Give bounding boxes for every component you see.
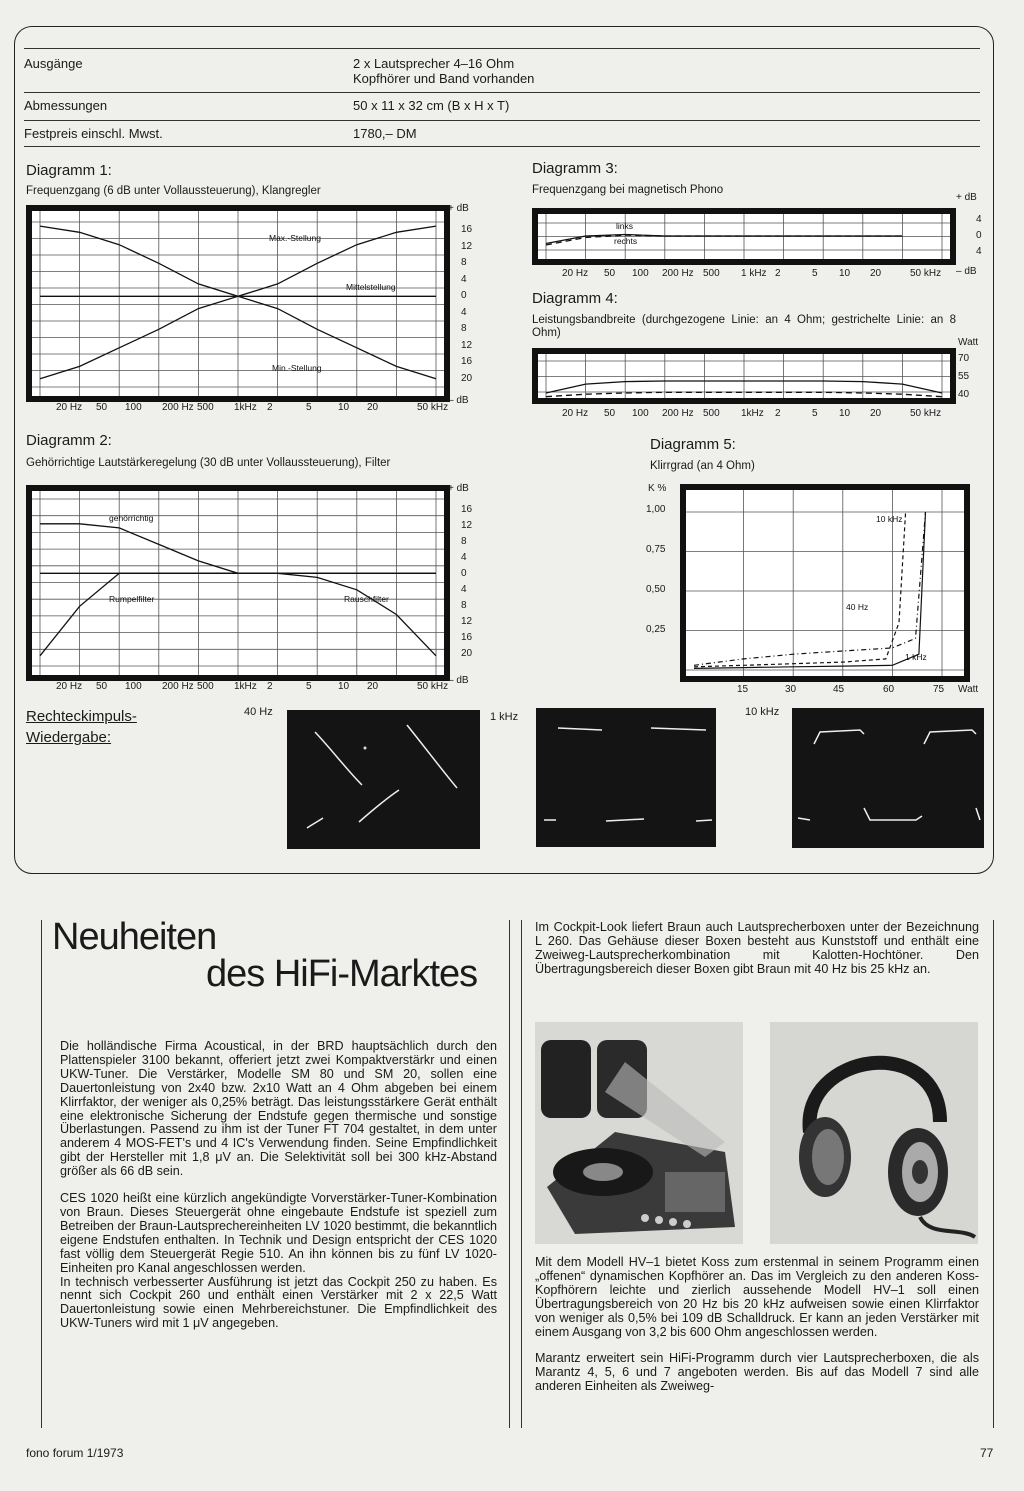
curve-label: Rauschfilter	[344, 594, 389, 604]
diagram2-chart	[26, 485, 450, 681]
x-tick-label: 50	[604, 268, 616, 279]
curve-label: Min.-Stellung	[272, 363, 322, 373]
y-tick-label: 12	[461, 339, 473, 351]
x-tick-label: 2	[775, 408, 781, 419]
scope-10khz	[792, 708, 984, 848]
curve-label: 10 kHz	[876, 514, 903, 524]
y-axis-unit: Watt	[958, 337, 979, 348]
footer-magazine: fono forum 1/1973	[26, 1446, 124, 1460]
diagram2-title: Diagramm 2:	[26, 432, 112, 449]
spec-label: Ausgänge	[24, 56, 83, 71]
x-tick-label: 500	[703, 408, 720, 419]
y-tick-label: 70	[958, 353, 970, 364]
x-tick-label: 75	[933, 684, 945, 695]
y-axis-unit: + dB	[956, 192, 977, 203]
paragraph: Mit dem Modell HV–1 bietet Koss zum erstenmal in seinem Programm einen „offenen“ dynamischen Kopfhörer an. Das im Vergleich zu den anderen Koss-Kopfhörern leichte und zierlich aussehende Modell HV–1 soll einen Übertragungsbereich von 20 Hz bis 20 kHz aufweisen sowie einen Klirrfaktor von weniger als 0,5% bei 109 dB Schalldruck. Er kann an jeden Verstärker mit einem Ausgang von 3,2 bis 600 Ohm angeschlossen werden.	[535, 1255, 979, 1339]
curve-label: rechts	[614, 236, 638, 246]
x-tick-label: 1kHz	[741, 408, 764, 419]
spec-value: 50 x 11 x 32 cm (B x H x T)	[353, 98, 510, 113]
y-tick-label: 8	[461, 257, 467, 268]
y-tick-label: 16	[461, 356, 473, 367]
curve-label: Max.-Stellung	[269, 233, 321, 243]
diagram2-subtitle: Gehörrichtige Lautstärkeregelung (30 dB unter Vollaussteuerung), Filter	[26, 457, 391, 469]
y-tick-label: 0	[461, 568, 467, 579]
y-tick-label: 0,25	[646, 624, 666, 635]
paragraph: Die holländische Firma Acoustical, in der BRD hauptsächlich durch den Plattenspieler 3100 bekannt, offeriert jetzt zwei Kompaktverstärkr und einen UKW-Tuner. Die Verstärker, Modelle SM 80 und SM 20, sollen eine Dauertonleistung von 2x40 bzw. 2x10 Watt an 4 Ohm abgeben bei einem Klirrfaktor, der weniger als 0,25% beträgt. Das leistungsstärkere Gerät enthält eine elektronische Sicherung der Endstufe gegen thermische und sonstige Überlastungen. Passend zu ihm ist der Tuner FT 704 gestaltet, in dem unter anderem 4 MOS-FET's und 4 IC's Verwendung finden. Seine Empfindlichkeit gibt der Hersteller mit 1,8 μV an. Die Selektivität soll bei 300 kHz-Abstand größer als 66 dB sein.	[60, 1039, 497, 1179]
y-tick-label: 16	[461, 632, 473, 643]
diagram3-title: Diagramm 3:	[532, 160, 618, 177]
col2-rule-left	[521, 920, 522, 1428]
curve-label: links	[616, 221, 634, 231]
spec-divider	[24, 92, 980, 93]
x-tick-label: 100	[632, 268, 649, 279]
x-tick-label: 20	[367, 402, 379, 413]
y-tick-label: 4	[461, 584, 467, 595]
x-tick-label: 20 Hz	[56, 681, 83, 692]
x-tick-label: 50 kHz	[910, 268, 942, 279]
y-tick-label: 1,00	[646, 504, 666, 515]
y-tick-label: 55	[958, 371, 970, 382]
headline-line2: des HiFi-Marktes	[206, 953, 478, 995]
spec-label: Abmessungen	[24, 98, 108, 113]
y-tick-label: 16	[461, 504, 473, 515]
y-tick-label: 20	[461, 372, 473, 384]
y-axis-unit: + dB	[448, 203, 469, 214]
x-tick-label: 100	[125, 402, 142, 413]
y-tick-label: 4	[976, 246, 982, 257]
column-2-top: Im Cockpit-Look liefert Braun auch Lautsprecherboxen unter der Bezeichnung L 260. Das Gehäuse dieser Boxen besteht aus Kunststoff und enthält eine Zweiweg-Lautsprecherkombination mit Kalotten-Hochtöner. Den Übertragungsbereich dieser Boxen gibt Braun mit 40 Hz bis 25 kHz an.	[535, 920, 979, 976]
y-tick-label: 4	[976, 214, 982, 225]
x-tick-label: 2	[267, 402, 273, 413]
x-tick-label: 10	[338, 402, 350, 413]
y-axis-unit: K %	[648, 483, 667, 494]
column-1	[60, 1040, 497, 1344]
diagram4-title: Diagramm 4:	[532, 290, 618, 307]
spec-divider	[24, 48, 980, 49]
x-tick-label: 45	[833, 684, 845, 695]
spec-value: 2 x Lautsprecher 4–16 Ohm	[353, 56, 515, 71]
y-tick-label: 4	[461, 273, 467, 285]
spec-value: Kopfhörer und Band vorhanden	[353, 71, 535, 86]
y-tick-label: 8	[461, 600, 467, 611]
scope-1khz	[536, 708, 716, 847]
y-axis-unit: – dB	[448, 675, 469, 686]
y-axis-unit: – dB	[448, 395, 469, 406]
x-tick-label: 50	[604, 408, 616, 419]
y-tick-label: 40	[958, 389, 970, 400]
x-tick-label: 1kHz	[234, 681, 257, 692]
paragraph: CES 1020 heißt eine kürzlich angekündigte Vorverstärker-Tuner-Kombination von Braun. Dieses Steuergerät ohne eingebaute Endstufe ist speziell zum Betreiben der Braun-Lautsprechereinheiten LV 1020 bestimmt, die bekanntlich eigene Endstufen enthalten. In Technik und Design entspricht der CES 1020 fast völlig dem Steuergerät Regie 510. An ihn können bis zu fünf LV 1020-Einheiten pro Kanal angeschlossen werden.	[60, 1191, 497, 1275]
paragraph: In technisch verbesserter Ausführung ist jetzt das Cockpit 250 zu haben. Es nennt sich Cockpit 260 und enthält einen Verstärker mit 2 x 22,5 Watt Dauertonleistung sowie einen Mehrbereichstuner. Die Empfindlichkeit des UKW-Tuners wird mit 1 μV angegeben.	[60, 1274, 497, 1331]
paragraph: Marantz erweitert sein HiFi-Programm durch vier Lautsprecherboxen, die als Marantz 4, 5, 6 und 7 angeboten werden. Bis auf das Modell 7 sind alle anderen Einheiten als Zweiweg-	[535, 1351, 979, 1394]
x-axis-unit: Watt	[958, 684, 979, 695]
y-tick-label: 12	[461, 616, 473, 627]
column-2	[535, 1256, 979, 1407]
x-tick-label: 10	[338, 681, 350, 692]
x-tick-label: 50 kHz	[417, 402, 449, 413]
scope-40hz	[287, 710, 480, 849]
x-tick-label: 50 kHz	[910, 408, 942, 419]
x-tick-label: 2	[775, 268, 781, 279]
diagram4-chart	[532, 348, 956, 404]
x-tick-label: 100	[125, 681, 142, 692]
y-tick-label: 8	[461, 536, 467, 547]
x-tick-label: 1 kHz	[741, 268, 767, 279]
x-tick-label: 10	[839, 268, 851, 279]
diagram1-title: Diagramm 1:	[26, 162, 112, 179]
rect-label-2: Wiedergabe:	[26, 729, 112, 746]
page-number: 77	[980, 1446, 994, 1460]
y-tick-label: 0,75	[646, 544, 666, 555]
diagram5-subtitle: Klirrgrad (an 4 Ohm)	[650, 460, 755, 472]
y-tick-label: 4	[461, 552, 467, 563]
y-tick-label: 12	[461, 240, 473, 252]
y-tick-label: 16	[461, 224, 473, 235]
x-tick-label: 20 Hz	[562, 408, 589, 419]
x-tick-label: 15	[737, 684, 749, 695]
curve-label: gehörrichtig	[109, 513, 154, 523]
spec-divider	[24, 146, 980, 147]
curve-label: Mittelstellung	[346, 282, 396, 292]
curve-label: 1 kHz	[905, 652, 927, 662]
x-tick-label: 50	[96, 402, 108, 413]
diagram5-chart	[680, 484, 970, 682]
spec-value: 1780,– DM	[353, 126, 417, 141]
spec-divider	[24, 120, 980, 121]
diagram3-chart	[532, 208, 956, 265]
photo-koss-headphones	[770, 1022, 978, 1244]
x-tick-label: 5	[812, 408, 818, 419]
x-tick-label: 20	[870, 408, 882, 419]
rect-label-1: Rechteckimpuls-	[26, 708, 137, 725]
rect-freq-1khz: 1 kHz	[490, 711, 519, 723]
x-tick-label: 500	[197, 402, 214, 413]
x-tick-label: 200 Hz	[162, 681, 194, 692]
y-axis-unit: + dB	[448, 483, 469, 494]
x-tick-label: 50	[96, 681, 108, 692]
diagram5-title: Diagramm 5:	[650, 436, 736, 453]
y-tick-label: 0	[976, 230, 982, 241]
diagram4-subtitle: Leistungsbandbreite (durchgezogene Linie: an 4 Ohm; gestrichelte Linie: an 8 Ohm)	[532, 314, 956, 339]
rect-freq-40hz: 40 Hz	[244, 706, 273, 718]
x-tick-label: 200 Hz	[662, 268, 694, 279]
y-tick-label: 8	[461, 323, 467, 334]
col1-rule-right	[509, 920, 510, 1428]
x-tick-label: 500	[703, 268, 720, 279]
diagram1-subtitle: Frequenzgang (6 dB unter Vollaussteuerung), Klangregler	[26, 185, 321, 197]
rect-freq-10khz: 10 kHz	[745, 706, 780, 718]
x-tick-label: 20 Hz	[562, 268, 589, 279]
x-tick-label: 200 Hz	[662, 408, 694, 419]
spec-label: Festpreis einschl. Mwst.	[24, 126, 163, 141]
x-tick-label: 50 kHz	[417, 681, 449, 692]
x-tick-label: 200 Hz	[162, 402, 194, 413]
diagram1-chart	[26, 205, 450, 402]
y-tick-label: 0,50	[646, 584, 666, 595]
col1-rule-left	[41, 920, 42, 1428]
x-tick-label: 30	[785, 684, 797, 695]
curve-label: 40 Hz	[846, 602, 869, 612]
x-tick-label: 20	[870, 268, 882, 279]
x-tick-label: 60	[883, 684, 895, 695]
x-tick-label: 5	[812, 268, 818, 279]
y-tick-label: 4	[461, 306, 467, 318]
x-tick-label: 20	[367, 681, 379, 692]
y-tick-label: 0	[461, 290, 467, 301]
y-tick-label: 12	[461, 520, 473, 531]
curve-label: Rumpelfilter	[109, 594, 155, 604]
x-tick-label: 20 Hz	[56, 402, 83, 413]
photo-braun-cockpit	[535, 1022, 743, 1244]
x-tick-label: 500	[197, 681, 214, 692]
x-tick-label: 1kHz	[234, 402, 257, 413]
x-tick-label: 100	[632, 408, 649, 419]
headline-line1: Neuheiten	[52, 916, 217, 958]
x-tick-label: 5	[306, 402, 312, 413]
diagram3-subtitle: Frequenzgang bei magnetisch Phono	[532, 184, 724, 196]
x-tick-label: 10	[839, 408, 851, 419]
x-tick-label: 2	[267, 681, 273, 692]
col2-rule-right	[993, 920, 994, 1428]
y-tick-label: 20	[461, 648, 473, 659]
y-axis-unit: – dB	[956, 266, 977, 277]
x-tick-label: 5	[306, 681, 312, 692]
